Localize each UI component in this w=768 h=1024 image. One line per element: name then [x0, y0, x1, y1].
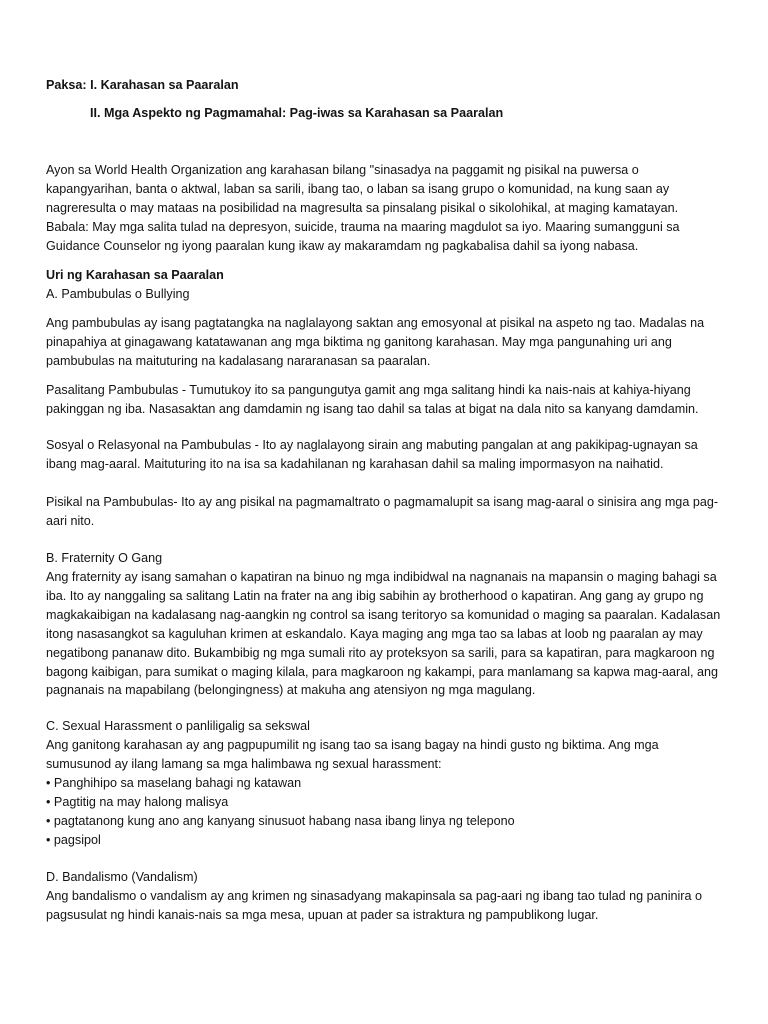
section-a-paragraph-1: Ang pambubulas ay isang pagtatangka na naglalayong saktan ang emosyonal at pisikal na aspeto ng tao. Madalas na pinapahiya at ginagawang katatawanan ang mga biktima ng ganitong karahasan. May mga pangunahing uri ang pambubulas na maituturing na kadalasang nararanasan sa paaralan.: [46, 316, 705, 368]
section-c-examples-list: [46, 774, 722, 850]
section-a-title: A. Pambubulas o Bullying: [46, 287, 190, 301]
list-item: • pagtatanong kung ano ang kanyang sinusuot habang nasa ibang linya ng telepono: [46, 812, 722, 831]
section-c-title: C. Sexual Harassment o panliligalig sa sekswal: [46, 719, 310, 733]
section-c-body: Ang ganitong karahasan ay ang pagpupumilit ng isang tao sa isang bagay na hindi gusto ng biktima. Ang mga sumusunod ay ilang lamang sa mga halimbawa ng sexual harassment:: [46, 738, 659, 771]
list-item: • Pagtitig na may halong malisya: [46, 793, 722, 812]
section-a-social-bullying: Sosyal o Relasyonal na Pambubulas - Ito ay naglalayong sirain ang mabuting pangalan at ang pakikipag-ugnayan sa ibang mag-aaral. Maituturing ito na isa sa kadahilanan ng karahasan dahil sa maling impormasyon na naihatid.: [46, 438, 698, 471]
section-b-title: B. Fraternity O Gang: [46, 551, 163, 565]
list-item: • Panghihipo sa maselang bahagi ng katawan: [46, 774, 722, 793]
intro-paragraph: Ayon sa World Health Organization ang karahasan bilang "sinasadya na paggamit ng pisikal na puwersa o kapangyarihan, banta o aktwal, laban sa sarili, ibang tao, o laban sa isang grupo o komunidad, na kung saan ay nagreresulta o may mataas na posibilidad na magresulta sa pinsalang pisikal o sikolohikal, at maging kamatayan. Babala: May mga salita tulad na depresyon, suicide, trauma na maaring magdulot sa iyo. Maaring sumangguni sa Guidance Counselor ng iyong paaralan kung ikaw ay makaramdam ng pagkabalisa dahil sa iyong nabasa.: [46, 163, 680, 253]
section-d-body: Ang bandalismo o vandalism ay ang krimen ng sinasadyang makapinsala sa pag-aari ng ibang tao tulad ng paninira o pagsusulat ng hindi kanais-nais sa mga mesa, upuan at pader sa istraktura ng pampublikong lugar.: [46, 889, 702, 922]
topic-line-2: II. Mga Aspekto ng Pagmamahal: Pag-iwas sa Karahasan sa Paaralan: [90, 106, 504, 120]
types-heading: Uri ng Karahasan sa Paaralan: [46, 268, 224, 282]
section-a-physical-bullying: Pisikal na Pambubulas- Ito ay ang pisikal na pagmamaltrato o pagmamalupit sa isang mag-aaral o sinisira ang mga pag-aari nito.: [46, 495, 719, 528]
topic-line-1: Paksa: I. Karahasan sa Paaralan: [46, 78, 239, 92]
section-a-verbal-bullying: Pasalitang Pambubulas - Tumutukoy ito sa pangungutya gamit ang mga salitang hindi ka nais-nais at kahiya-hiyang pakinggan ng iba. Nasasaktan ang damdamin ng isang tao dahil sa talas at bigat na dala nito sa kanyang damdamin.: [46, 383, 699, 416]
section-b-body: Ang fraternity ay isang samahan o kapatiran na binuo ng mga indibidwal na nagnanais na mapansin o maging bahagi sa iba. Ito ay nanggaling sa salitang Latin na frater na ang ibig sabihin ay brotherhood o kapatiran. Ang gang ay grupo ng magkakaibigan na kadalasang nag-aangkin ng control sa isang teritoryo sa komunidad o maging sa paaralan. Kadalasan itong nasasangkot sa kaguluhan krimen at eskandalo. Kaya maging ang mga tao sa labas at loob ng paaralan ay may negatibong pananaw dito. Bukambibig ng mga sumali rito ay proteksyon sa sarili, para sa kapatiran, para magkaroon ng bagong kaibigan, para sumikat o maging kilala, para magkaroon ng kakampi, para manlamang sa kapwa mag-aaral, ang pagnanais na mapabilang (belongingness) at makuha ang atensiyon ng mga magulang.: [46, 570, 721, 698]
section-d-title: D. Bandalismo (Vandalism): [46, 870, 198, 884]
list-item: • pagsipol: [46, 831, 722, 850]
